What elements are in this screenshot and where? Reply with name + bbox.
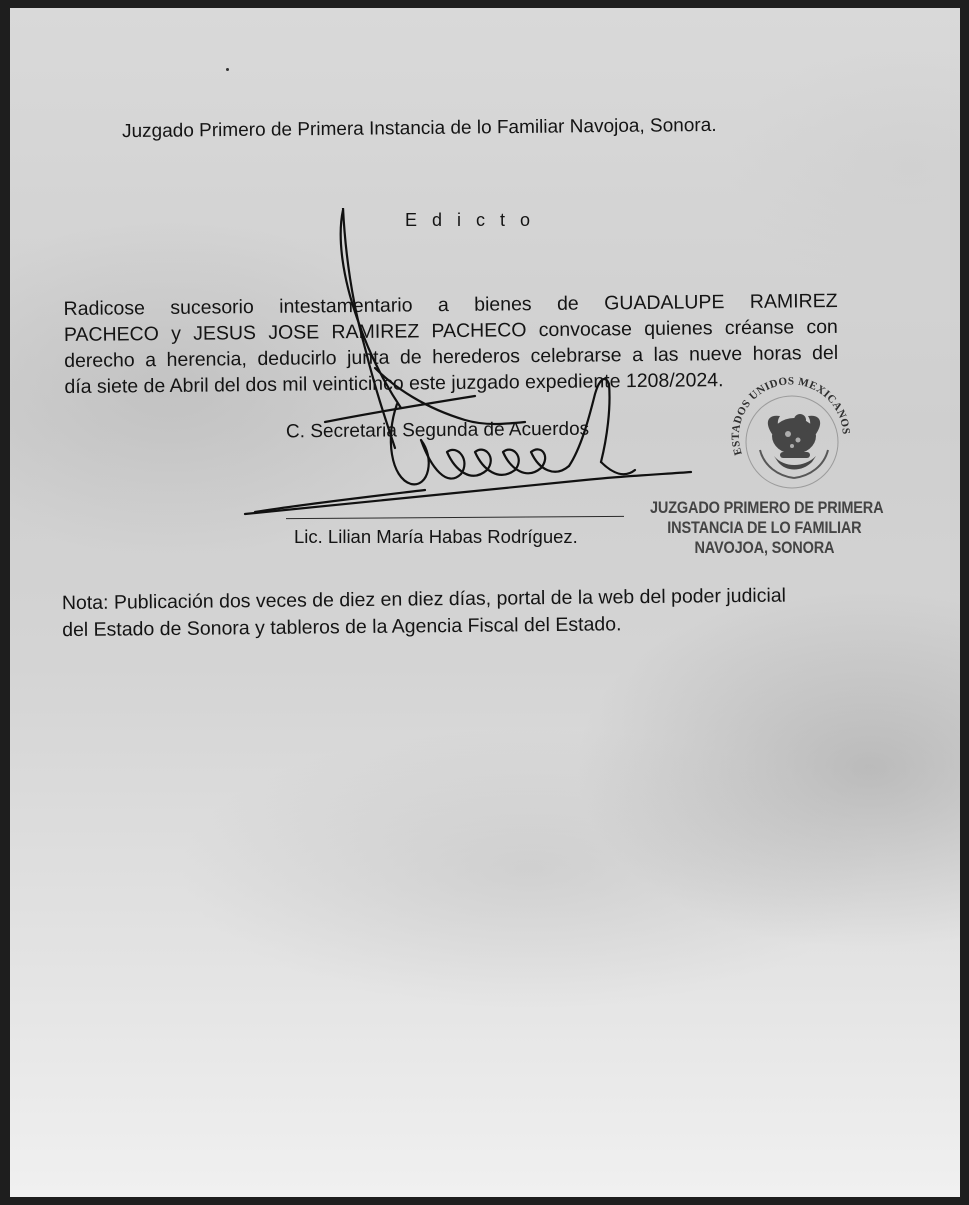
body-line: día siete de Abril del dos mil veinticinco este juzgado expediente 1208/2024. xyxy=(64,369,724,399)
seal-arc-text: ESTADOS UNIDOS MEXICANOS xyxy=(729,376,852,457)
court-stamp xyxy=(650,498,884,558)
document-title: E d i c t o xyxy=(405,210,536,230)
paper-speck xyxy=(226,68,229,71)
official-seal-icon xyxy=(720,376,860,496)
publication-note xyxy=(62,582,853,644)
stamp-line: JUZGADO PRIMERO DE PRIMERA xyxy=(650,499,884,517)
signature-line xyxy=(286,516,624,519)
court-header: Juzgado Primero de Primera Instancia de lo Familiar Navojoa, Sonora. xyxy=(121,114,717,143)
stamp-line: NAVOJOA, SONORA xyxy=(694,539,835,557)
body-line: Radicose sucesorio intestamentario a bienes de GUADALUPE RAMIREZ xyxy=(63,289,838,321)
signer-name: Lic. Lilian María Habas Rodríguez. xyxy=(294,526,578,547)
note-line: del Estado de Sonora y tableros de la Agencia Fiscal del Estado. xyxy=(62,613,622,642)
stamp-line: INSTANCIA DE LO FAMILIAR xyxy=(667,519,862,537)
secretary-title: C. Secretaria Segunda de Acuerdos xyxy=(285,418,590,443)
body-line: PACHECO y JESUS JOSE RAMIREZ PACHECO convocase quienes créanse con xyxy=(63,315,838,347)
body-line: derecho a herencia, deducirlo junta de herederos celebrarse a las nueve horas del xyxy=(64,341,839,373)
document-page xyxy=(10,8,960,1197)
note-line: Nota: Publicación dos veces de diez en diez días, portal de la web del poder judicial xyxy=(61,584,787,615)
